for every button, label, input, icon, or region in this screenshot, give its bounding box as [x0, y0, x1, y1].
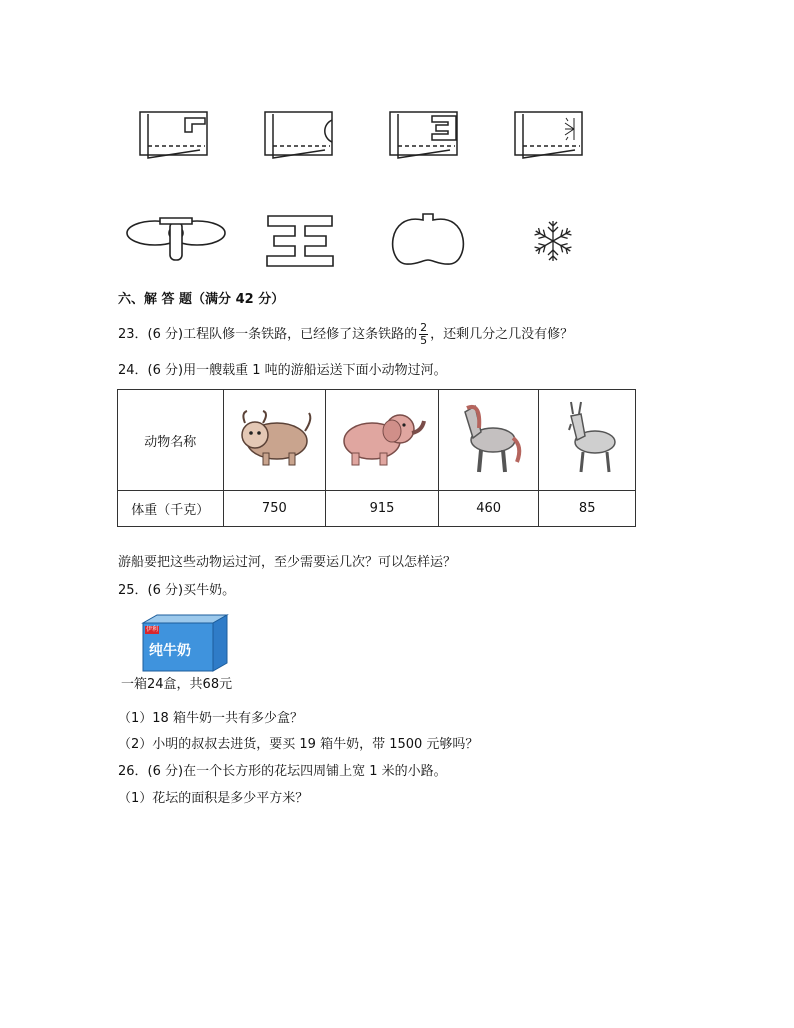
cow-weight: 750	[223, 491, 326, 527]
fraction-two-fifths: $\frac{2}{5}$	[420, 321, 428, 347]
cow-image	[223, 390, 326, 491]
question-26-part-1: （1）花坛的面积是多少平方米？	[118, 791, 309, 806]
elephant-image	[326, 390, 439, 491]
section-title: 六、解 答 题（满分 42 分）	[118, 292, 285, 307]
horse-icon	[451, 398, 527, 478]
milk-brand: 伊利	[146, 626, 159, 633]
animal-weight-table	[117, 389, 636, 527]
question-25-part-2: （2）小明的叔叔去进货，要买 19 箱牛奶，带 1500 元够吗？	[118, 737, 479, 752]
question-24: 24．(6 分)用一艘载重 1 吨的游船运送下面小动物过河。	[118, 363, 447, 378]
question-23	[118, 322, 573, 347]
half-snowflake-icon	[565, 118, 574, 140]
apple-shape	[393, 214, 464, 264]
folded-paper-2	[265, 112, 332, 158]
folded-paper-1	[140, 112, 207, 158]
header-weight: 体重（千克）	[118, 491, 224, 527]
question-24-follow-up: 游船要把这些动物运过河，至少需要运几次？可以怎样运？	[118, 555, 457, 570]
q23-text-after: ，还剩几分之几没有修？	[430, 327, 574, 342]
question-26: 26．(6 分)在一个长方形的花坛四周铺上宽 1 米的小路。	[118, 764, 447, 779]
goat-weight: 85	[539, 491, 636, 527]
elephant-weight: 915	[326, 491, 439, 527]
paper-cutting-figures	[0, 0, 794, 290]
cow-icon	[233, 405, 315, 471]
milk-price-caption: 一箱24盒，共68元	[121, 677, 233, 692]
milk-box-image	[139, 613, 229, 673]
folded-paper-4	[515, 112, 582, 158]
milk-box-label: 纯牛奶	[149, 643, 191, 659]
wang-character-shape	[267, 216, 333, 266]
horse-image	[438, 390, 539, 491]
folded-paper-3	[390, 112, 457, 158]
header-animal-name: 动物名称	[118, 390, 224, 491]
snowflake-icon	[533, 221, 573, 261]
table-row-weights	[118, 491, 636, 527]
horse-weight: 460	[438, 491, 539, 527]
question-25-part-1: （1）18 箱牛奶一共有多少盒？	[118, 711, 303, 726]
question-25: 25．(6 分)买牛奶。	[118, 583, 236, 598]
q23-text-before: 23．(6 分)工程队修一条铁路，已经修了这条铁路的	[118, 327, 418, 342]
dragonfly-shape	[127, 218, 225, 260]
table-row-animals	[118, 390, 636, 491]
goat-image	[539, 390, 636, 491]
goat-icon	[551, 398, 623, 478]
elephant-icon	[334, 405, 430, 471]
